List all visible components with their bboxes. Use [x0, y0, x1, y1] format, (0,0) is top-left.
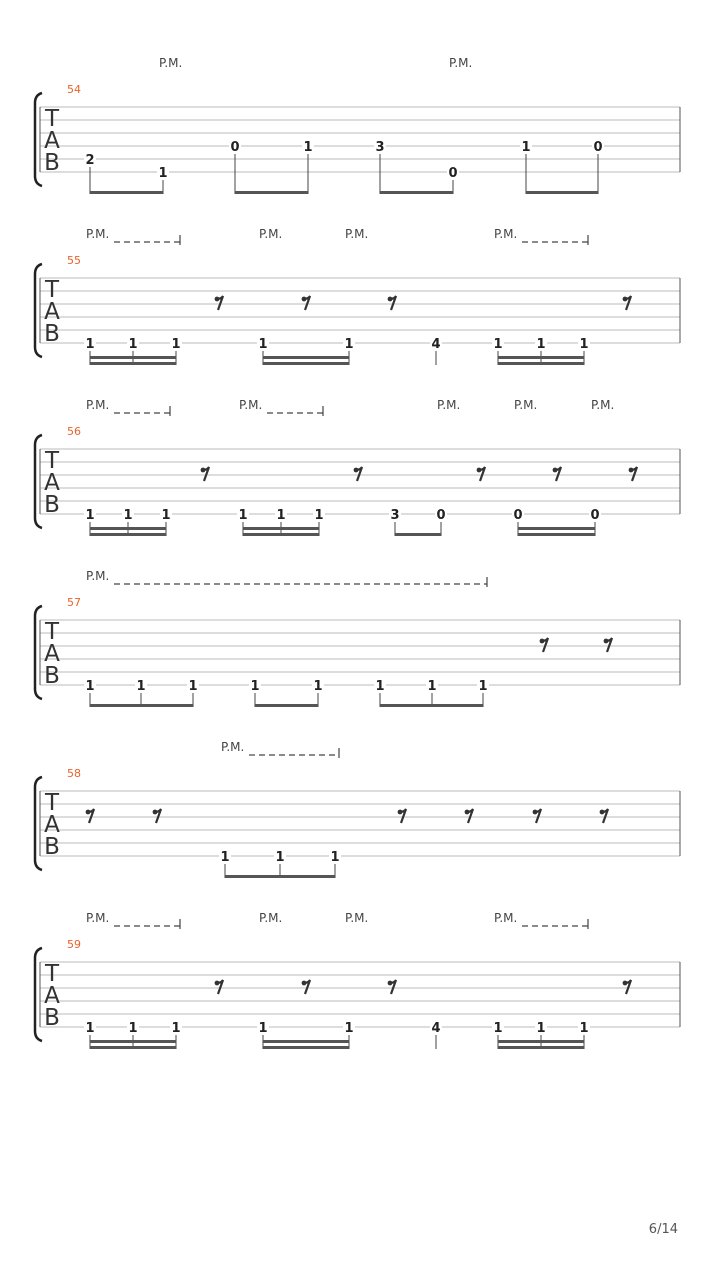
rest-dot: [215, 981, 220, 986]
rest-dot: [533, 810, 538, 815]
tab-system: [35, 740, 680, 878]
note-beam: [263, 1040, 349, 1043]
note-beam: [380, 191, 453, 194]
tab-clef-letter: B: [44, 150, 60, 176]
fret-number: 1: [579, 1021, 589, 1036]
fret-number: 1: [478, 679, 488, 694]
note-beam: [526, 191, 598, 194]
page-number: 6/14: [648, 1222, 678, 1237]
rest-dot: [86, 810, 91, 815]
rest-dot: [302, 981, 307, 986]
tab-clef-letter: A: [44, 299, 60, 325]
note-beam: [90, 527, 166, 530]
fret-number: 1: [330, 850, 340, 865]
palm-mute-label: P.M.: [86, 911, 110, 925]
fret-number: 0: [448, 166, 458, 181]
fret-number: 1: [536, 337, 546, 352]
rest-dot: [465, 810, 470, 815]
note-beam: [498, 362, 584, 365]
tab-system: [35, 398, 680, 536]
note-beam: [90, 191, 163, 194]
fret-number: 1: [128, 1021, 138, 1036]
rest-dot: [540, 639, 545, 644]
fret-number: 1: [303, 140, 313, 155]
palm-mute-label: P.M.: [591, 398, 615, 412]
rest-dot: [215, 297, 220, 302]
tab-clef-letter: A: [44, 470, 60, 496]
fret-number: 1: [161, 508, 171, 523]
fret-number: 1: [85, 337, 95, 352]
measure-number: 57: [67, 596, 81, 609]
fret-number: 0: [436, 508, 446, 523]
note-beam: [243, 527, 319, 530]
note-beam: [225, 875, 335, 878]
note-beam: [395, 533, 441, 536]
fret-number: 0: [230, 140, 240, 155]
measure-number: 59: [67, 938, 81, 951]
tab-clef-letter: A: [44, 128, 60, 154]
palm-mute-label: P.M.: [514, 398, 538, 412]
note-beam: [255, 704, 318, 707]
fret-number: 1: [344, 337, 354, 352]
fret-number: 1: [220, 850, 230, 865]
fret-number: 1: [276, 508, 286, 523]
fret-number: 4: [431, 1021, 441, 1036]
rest-dot: [629, 468, 634, 473]
fret-number: 1: [85, 1021, 95, 1036]
tab-clef-letter: T: [44, 619, 60, 645]
fret-number: 1: [258, 337, 268, 352]
fret-number: 1: [136, 679, 146, 694]
fret-number: 1: [493, 337, 503, 352]
tab-clef-letter: B: [44, 834, 60, 860]
note-beam: [90, 362, 176, 365]
fret-number: 1: [493, 1021, 503, 1036]
palm-mute-label: P.M.: [259, 911, 283, 925]
fret-number: 1: [313, 679, 323, 694]
rest-dot: [153, 810, 158, 815]
tab-clef-letter: B: [44, 663, 60, 689]
tab-clef-letter: T: [44, 790, 60, 816]
fret-number: 0: [590, 508, 600, 523]
measure-number: 58: [67, 767, 81, 780]
palm-mute-label: P.M.: [239, 398, 263, 412]
palm-mute-label: P.M.: [494, 911, 518, 925]
measure-number: 55: [67, 254, 81, 267]
fret-number: 1: [188, 679, 198, 694]
fret-number: 0: [593, 140, 603, 155]
palm-mute-label: P.M.: [221, 740, 245, 754]
rest-dot: [600, 810, 605, 815]
palm-mute-label: P.M.: [345, 911, 369, 925]
fret-number: 1: [171, 1021, 181, 1036]
note-beam: [380, 704, 483, 707]
rest-dot: [604, 639, 609, 644]
note-beam: [90, 1040, 176, 1043]
palm-mute-label: P.M.: [159, 56, 183, 70]
fret-number: 1: [123, 508, 133, 523]
rest-dot: [623, 297, 628, 302]
fret-number: 1: [258, 1021, 268, 1036]
tab-clef-letter: A: [44, 641, 60, 667]
note-beam: [518, 533, 595, 536]
fret-number: 1: [171, 337, 181, 352]
fret-number: 3: [375, 140, 385, 155]
rest-dot: [201, 468, 206, 473]
tab-clef-letter: B: [44, 1005, 60, 1031]
tab-system: [35, 911, 680, 1049]
note-beam: [498, 356, 584, 359]
note-beam: [263, 1046, 349, 1049]
note-beam: [498, 1046, 584, 1049]
tab-clef-letter: T: [44, 277, 60, 303]
palm-mute-label: P.M.: [86, 569, 110, 583]
fret-number: 1: [427, 679, 437, 694]
note-beam: [243, 533, 319, 536]
rest-dot: [398, 810, 403, 815]
tab-clef-letter: T: [44, 106, 60, 132]
note-beam: [235, 191, 308, 194]
measure-number: 54: [67, 83, 81, 96]
palm-mute-label: P.M.: [259, 227, 283, 241]
note-beam: [90, 1046, 176, 1049]
tab-clef-letter: A: [44, 983, 60, 1009]
palm-mute-label: P.M.: [449, 56, 473, 70]
fret-number: 1: [314, 508, 324, 523]
rest-dot: [553, 468, 558, 473]
note-beam: [90, 704, 193, 707]
tab-clef-letter: B: [44, 492, 60, 518]
palm-mute-label: P.M.: [437, 398, 461, 412]
fret-number: 1: [128, 337, 138, 352]
fret-number: 1: [344, 1021, 354, 1036]
fret-number: 1: [238, 508, 248, 523]
fret-number: 1: [275, 850, 285, 865]
fret-number: 1: [85, 679, 95, 694]
tab-system: [35, 56, 680, 194]
palm-mute-label: P.M.: [345, 227, 369, 241]
tab-clef-letter: T: [44, 448, 60, 474]
tab-system: [35, 227, 680, 365]
rest-dot: [623, 981, 628, 986]
rest-dot: [354, 468, 359, 473]
note-beam: [498, 1040, 584, 1043]
palm-mute-label: P.M.: [86, 398, 110, 412]
fret-number: 1: [579, 337, 589, 352]
tab-clef-letter: A: [44, 812, 60, 838]
note-beam: [90, 356, 176, 359]
fret-number: 4: [431, 337, 441, 352]
note-beam: [263, 356, 349, 359]
palm-mute-label: P.M.: [86, 227, 110, 241]
measure-number: 56: [67, 425, 81, 438]
fret-number: 2: [85, 153, 95, 168]
rest-dot: [477, 468, 482, 473]
fret-number: 1: [85, 508, 95, 523]
tab-clef-letter: B: [44, 321, 60, 347]
tab-clef-letter: T: [44, 961, 60, 987]
fret-number: 1: [158, 166, 168, 181]
fret-number: 1: [375, 679, 385, 694]
fret-number: 1: [536, 1021, 546, 1036]
rest-dot: [302, 297, 307, 302]
rest-dot: [388, 297, 393, 302]
fret-number: 1: [521, 140, 531, 155]
note-beam: [90, 533, 166, 536]
rest-dot: [388, 981, 393, 986]
palm-mute-label: P.M.: [494, 227, 518, 241]
tab-system: [35, 569, 680, 707]
note-beam: [518, 527, 595, 530]
note-beam: [263, 362, 349, 365]
fret-number: 1: [250, 679, 260, 694]
fret-number: 3: [390, 508, 400, 523]
fret-number: 0: [513, 508, 523, 523]
